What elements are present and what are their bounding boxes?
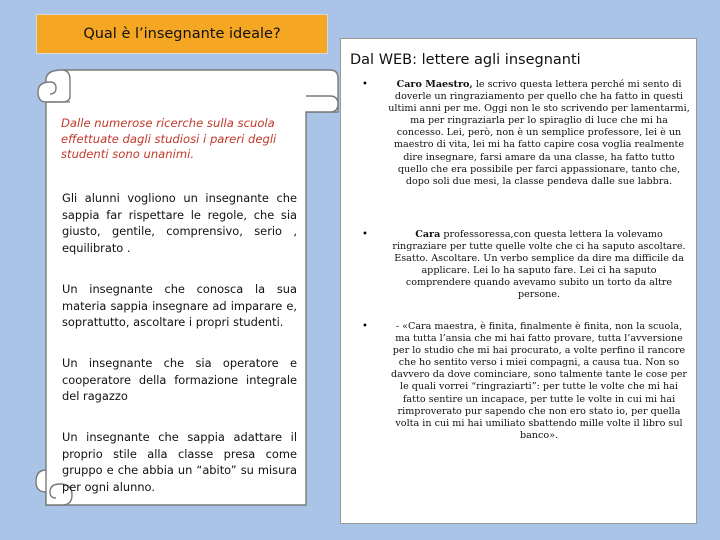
paragraph-3: Un insegnante che sia operatore e cooperatore della formazione integrale del ragazzo [62, 356, 297, 403]
letter-text [388, 229, 690, 302]
intro-text: Dalle numerose ricerche sulla scuola effettuate dagli studiosi i pareri degli studenti sono unanimi. [61, 116, 277, 161]
letter-text [388, 321, 690, 442]
letter-item [362, 229, 690, 302]
left-title: Qual è l’insegnante ideale? [83, 26, 281, 42]
letter-item [362, 321, 690, 442]
bullet-icon: • [362, 229, 368, 240]
paragraph-2: Un insegnante che conosca la sua materia sappia insegnare ad imparare e, soprattutto, ascoltare i propri studenti. [62, 282, 297, 329]
scroll-right-curl [306, 96, 338, 112]
letter-lead: Caro Maestro, [396, 79, 473, 90]
letter-item [362, 79, 690, 188]
letter-body: le scrivo questa lettera perché mi sento di doverle un ringraziamento per quello che ha fatto in questi ultimi anni per me. Oggi non le sto scrivendo per lamentarmi, ma per ringraziarla per lo spiraglio di luce che mi ha concesso. Lei, però, non è un semplice professore, lei è un maestro di vita, lei mi ha fatto capire cosa voglia realmente dire insegnare, farsi amare da una classe, ha fatto tutto quello che era possibile per farci appassionare, tanto che, dopo soli due mesi, la classe pendeva dalle sue labbra. [388, 79, 690, 187]
paragraph-4: Un insegnante che sappia adattare il proprio stile alla classe presa come gruppo e che abbia un “abito” su misura per ogni alunno. [62, 430, 297, 494]
letter-body: - «Cara maestra, è finita, finalmente è finita, non la scuola, ma tutta l’ansia che mi hai fatto provare, tutta l’avversione per lo studio che mi hai procurato, a volte perfino il rancore che ho sentito verso i miei compagni, a causa tua. Non so davvero da dove cominciare, sono talmente tante le cose per le quali vorrei “ringraziarti”: per tutte le volte che mi hai fatto sentire un incapace, per tutte le volte in cui mi hai rimproverato pur sapendo che non ero stato io, per quella volta in cui mi hai umiliato sbattendo mille volte il libro sul banco». [390, 321, 687, 441]
letter-lead: Cara [415, 229, 441, 240]
bullet-icon: • [362, 321, 368, 332]
bullet-icon: • [362, 79, 368, 90]
paragraph-1: Gli alunni vogliono un insegnante che sappia far rispettare le regole, che sia giusto, gentile, comprensivo, serio , equilibrato . [62, 191, 297, 255]
letter-body: professoressa,con questa lettera la volevamo ringraziare per tutte quelle volte che ci ha saputo ascoltare. Esatto. Ascoltare. Un verbo semplice da dire ma difficile da applicare. Lei lo ha saputo fare. Lei ci ha saputo comprendere quando avevamo subito un torto da altre persone. [392, 229, 686, 301]
right-title: Dal WEB: lettere agli insegnanti [350, 52, 581, 68]
letter-text [388, 79, 690, 188]
